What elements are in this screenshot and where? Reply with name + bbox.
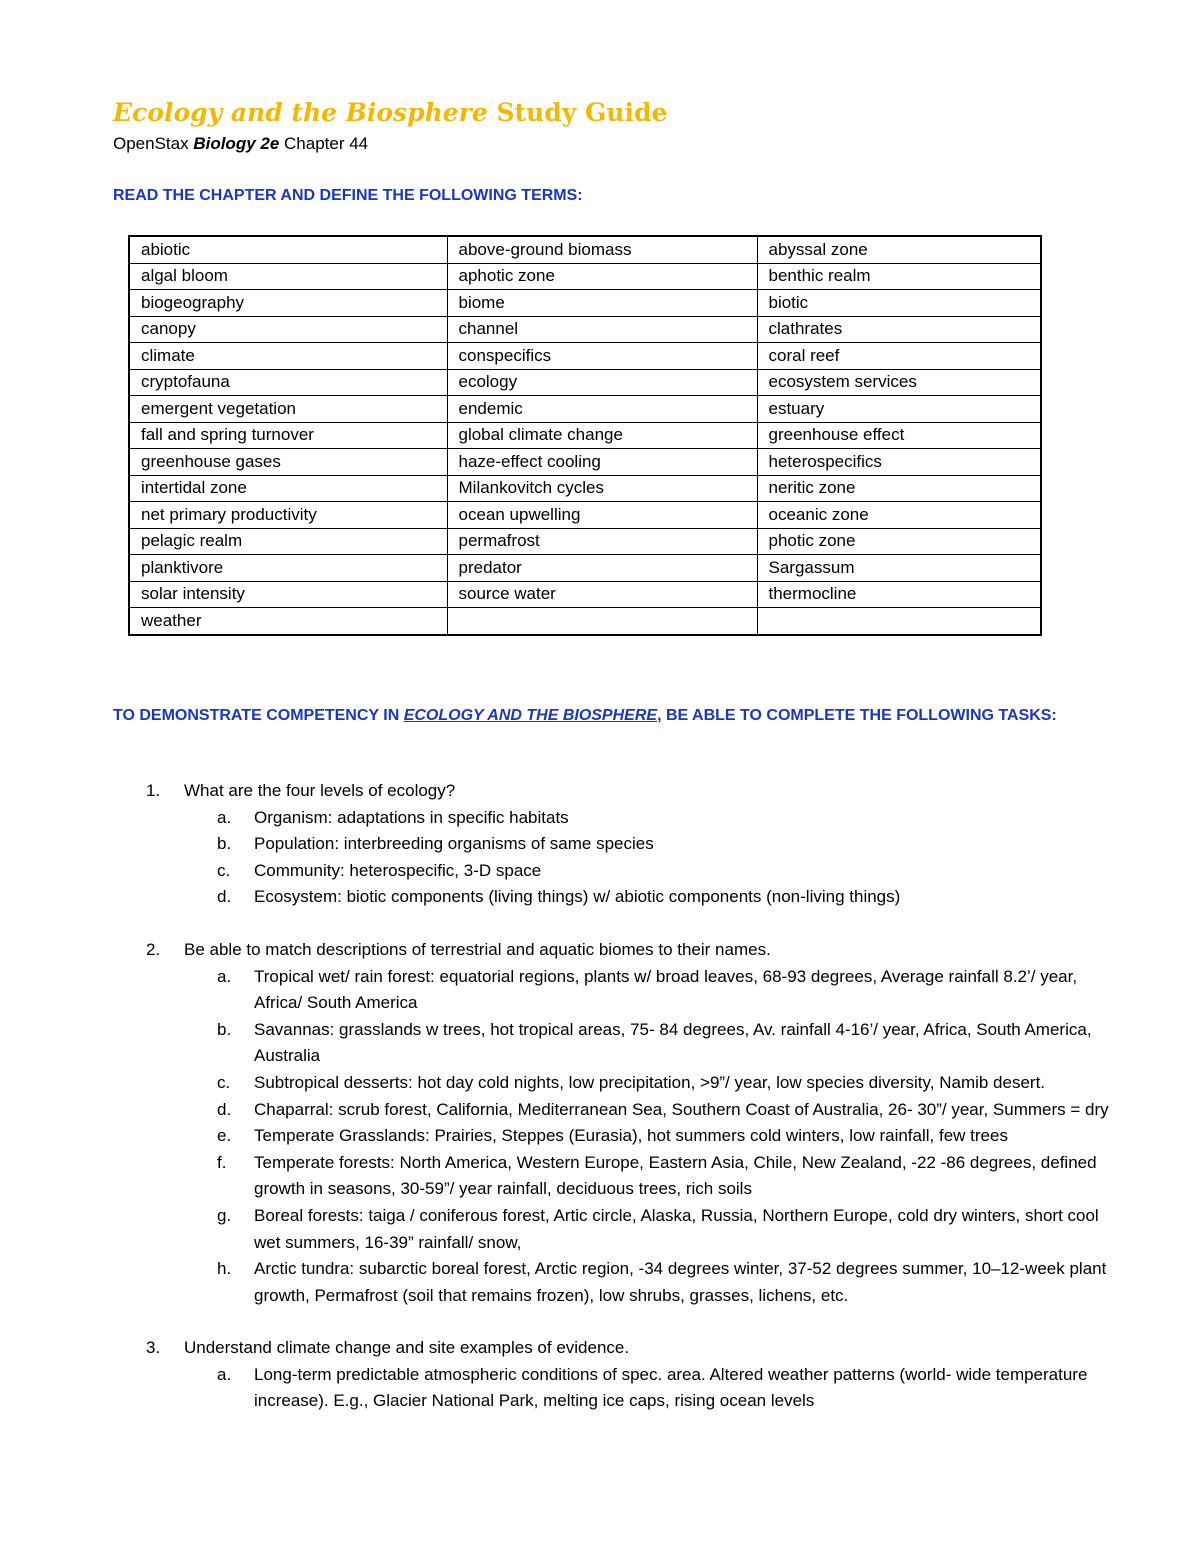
subitem-text: Chaparral: scrub forest, California, Mediterranean Sea, Southern Coast of Australia, 26- 30”/ year, Summers = dry xyxy=(254,1099,1109,1119)
term-cell: algal bloom xyxy=(129,263,447,290)
terms-table-body xyxy=(129,236,1041,635)
term-cell: climate xyxy=(129,343,447,370)
subitem-text: Subtropical desserts: hot day cold nights, low precipitation, >9”/ year, low species diversity, Namib desert. xyxy=(254,1072,1046,1092)
terms-row xyxy=(129,396,1041,423)
subitem-letter: a. xyxy=(217,807,232,827)
term-cell: above-ground biomass xyxy=(447,236,757,263)
term-cell: cryptofauna xyxy=(129,369,447,396)
term-cell: source water xyxy=(447,581,757,608)
task-question: Understand climate change and site examples of evidence. xyxy=(184,1338,630,1358)
subitem-text: Community: heterospecific, 3-D space xyxy=(254,860,542,880)
term-cell: Milankovitch cycles xyxy=(447,475,757,502)
term-cell: biotic xyxy=(757,290,1041,317)
task-subitem xyxy=(184,1362,1124,1415)
task-subitem xyxy=(184,1256,1124,1309)
subtitle xyxy=(113,134,368,154)
term-cell: clathrates xyxy=(757,316,1041,343)
term-cell: ocean upwelling xyxy=(447,502,757,529)
subitem-text: Savannas: grasslands w trees, hot tropical areas, 75- 84 degrees, Av. rainfall 4-16’/ year, Africa, South America, Australia xyxy=(254,1019,1092,1066)
task-subitem xyxy=(184,884,1124,911)
term-cell: Sargassum xyxy=(757,555,1041,582)
task-subitem xyxy=(184,805,1124,832)
subitem-letter: b. xyxy=(217,834,232,854)
competency-heading xyxy=(113,700,1103,731)
task-subitem xyxy=(184,1070,1124,1097)
task-subitems xyxy=(184,1362,1124,1415)
term-cell: emergent vegetation xyxy=(129,396,447,423)
terms-row xyxy=(129,343,1041,370)
term-cell: predator xyxy=(447,555,757,582)
term-cell: abyssal zone xyxy=(757,236,1041,263)
subitem-letter: c. xyxy=(217,1072,231,1092)
task-subitem xyxy=(184,1123,1124,1150)
terms-row xyxy=(129,290,1041,317)
terms-row xyxy=(129,528,1041,555)
subitem-text: Population: interbreeding organisms of same species xyxy=(254,834,654,854)
subitem-letter: d. xyxy=(217,887,232,907)
term-cell: permafrost xyxy=(447,528,757,555)
term-cell: estuary xyxy=(757,396,1041,423)
terms-row xyxy=(129,263,1041,290)
terms-heading: READ THE CHAPTER AND DEFINE THE FOLLOWING TERMS: xyxy=(113,187,583,204)
term-cell: fall and spring turnover xyxy=(129,422,447,449)
terms-table xyxy=(128,235,1042,636)
term-cell: pelagic realm xyxy=(129,528,447,555)
term-cell: net primary productivity xyxy=(129,502,447,529)
task-subitem xyxy=(184,964,1124,1017)
terms-row xyxy=(129,369,1041,396)
term-cell: endemic xyxy=(447,396,757,423)
task-question: Be able to match descriptions of terrestrial and aquatic biomes to their names. xyxy=(184,939,771,959)
term-cell: abiotic xyxy=(129,236,447,263)
subitem-text: Boreal forests: taiga / coniferous forest, Artic circle, Alaska, Russia, Northern Europe, cold dry winters, short cool wet summers, 16-39” rainfall/ snow, xyxy=(254,1205,1099,1252)
term-cell: biogeography xyxy=(129,290,447,317)
subitem-letter: g. xyxy=(217,1205,232,1225)
task-subitems xyxy=(184,964,1124,1310)
term-cell xyxy=(447,608,757,635)
terms-row xyxy=(129,555,1041,582)
competency-topic-link[interactable]: ECOLOGY AND THE BIOSPHERE xyxy=(403,707,658,724)
task-subitem xyxy=(184,831,1124,858)
term-cell: haze-effect cooling xyxy=(447,449,757,476)
title-rest: Study Guide xyxy=(487,98,668,127)
term-cell: aphotic zone xyxy=(447,263,757,290)
terms-row xyxy=(129,449,1041,476)
term-cell: ecosystem services xyxy=(757,369,1041,396)
subitem-letter: e. xyxy=(217,1126,232,1146)
terms-row xyxy=(129,502,1041,529)
terms-row xyxy=(129,581,1041,608)
subitem-text: Temperate forests: North America, Western Europe, Eastern Asia, Chile, New Zealand, -22 -86 degrees, defined growth in seasons, 30-59”/ year rainfall, deciduous trees, rich soils xyxy=(254,1152,1097,1199)
term-cell: solar intensity xyxy=(129,581,447,608)
task-subitem xyxy=(184,1203,1124,1256)
subitem-letter: f. xyxy=(217,1152,227,1172)
terms-row xyxy=(129,316,1041,343)
task-item xyxy=(0,778,1124,911)
term-cell: photic zone xyxy=(757,528,1041,555)
task-list xyxy=(0,778,1200,1441)
term-cell xyxy=(757,608,1041,635)
term-cell: global climate change xyxy=(447,422,757,449)
page-title xyxy=(113,98,667,127)
subitem-text: Organism: adaptations in specific habitats xyxy=(254,807,569,827)
subitem-letter: b. xyxy=(217,1019,232,1039)
term-cell: weather xyxy=(129,608,447,635)
task-item xyxy=(0,1335,1124,1415)
subitem-text: Tropical wet/ rain forest: equatorial regions, plants w/ broad leaves, 68-93 degrees, Average rainfall 8.2’/ year, Africa/ South America xyxy=(254,966,1078,1013)
subitem-text: Long-term predictable atmospheric conditions of spec. area. Altered weather patterns (world- wide temperature increase). E.g., Glacier National Park, melting ice caps, rising ocean levels xyxy=(254,1364,1088,1411)
task-subitem xyxy=(184,1017,1124,1070)
term-cell: canopy xyxy=(129,316,447,343)
term-cell: heterospecifics xyxy=(757,449,1041,476)
competency-heading-prefix: TO DEMONSTRATE COMPETENCY IN xyxy=(113,707,404,724)
subtitle-book: Biology 2e xyxy=(193,134,280,153)
task-question: What are the four levels of ecology? xyxy=(184,781,456,800)
title-italic-part: Ecology and the Biosphere xyxy=(113,98,488,127)
subitem-letter: a. xyxy=(217,966,232,986)
task-number: 2. xyxy=(146,939,161,959)
task-number: 3. xyxy=(146,1338,161,1358)
terms-row xyxy=(129,422,1041,449)
term-cell: intertidal zone xyxy=(129,475,447,502)
subitem-letter: h. xyxy=(217,1259,232,1279)
term-cell: biome xyxy=(447,290,757,317)
terms-row xyxy=(129,475,1041,502)
task-subitem xyxy=(184,858,1124,885)
term-cell: greenhouse gases xyxy=(129,449,447,476)
term-cell: neritic zone xyxy=(757,475,1041,502)
subitem-letter: d. xyxy=(217,1099,232,1119)
subitem-letter: c. xyxy=(217,860,231,880)
subitem-letter: a. xyxy=(217,1364,232,1384)
term-cell: oceanic zone xyxy=(757,502,1041,529)
task-item xyxy=(0,937,1124,1309)
subtitle-prefix: OpenStax xyxy=(113,134,194,153)
task-number: 1. xyxy=(146,781,161,800)
subitem-text: Temperate Grasslands: Prairies, Steppes (Eurasia), hot summers cold winters, low rainfall, few trees xyxy=(254,1126,1008,1146)
task-subitems xyxy=(184,805,1124,911)
term-cell: greenhouse effect xyxy=(757,422,1041,449)
subitem-text: Arctic tundra: subarctic boreal forest, Arctic region, -34 degrees winter, 37-52 degrees summer, 10–12-week plant growth, Permafrost (soil that remains frozen), low shrubs, grasses, lichens, etc. xyxy=(254,1259,1107,1305)
term-cell: ecology xyxy=(447,369,757,396)
competency-heading-suffix: , BE ABLE TO COMPLETE THE FOLLOWING TASKS: xyxy=(657,707,1057,724)
term-cell: conspecifics xyxy=(447,343,757,370)
term-cell: benthic realm xyxy=(757,263,1041,290)
term-cell: coral reef xyxy=(757,343,1041,370)
task-subitem xyxy=(184,1097,1124,1124)
task-subitem xyxy=(184,1150,1124,1203)
terms-row xyxy=(129,608,1041,635)
term-cell: channel xyxy=(447,316,757,343)
subtitle-suffix: Chapter 44 xyxy=(279,134,369,153)
terms-row xyxy=(129,236,1041,263)
term-cell: thermocline xyxy=(757,581,1041,608)
term-cell: planktivore xyxy=(129,555,447,582)
subitem-text: Ecosystem: biotic components (living things) w/ abiotic components (non-living things) xyxy=(254,887,901,907)
